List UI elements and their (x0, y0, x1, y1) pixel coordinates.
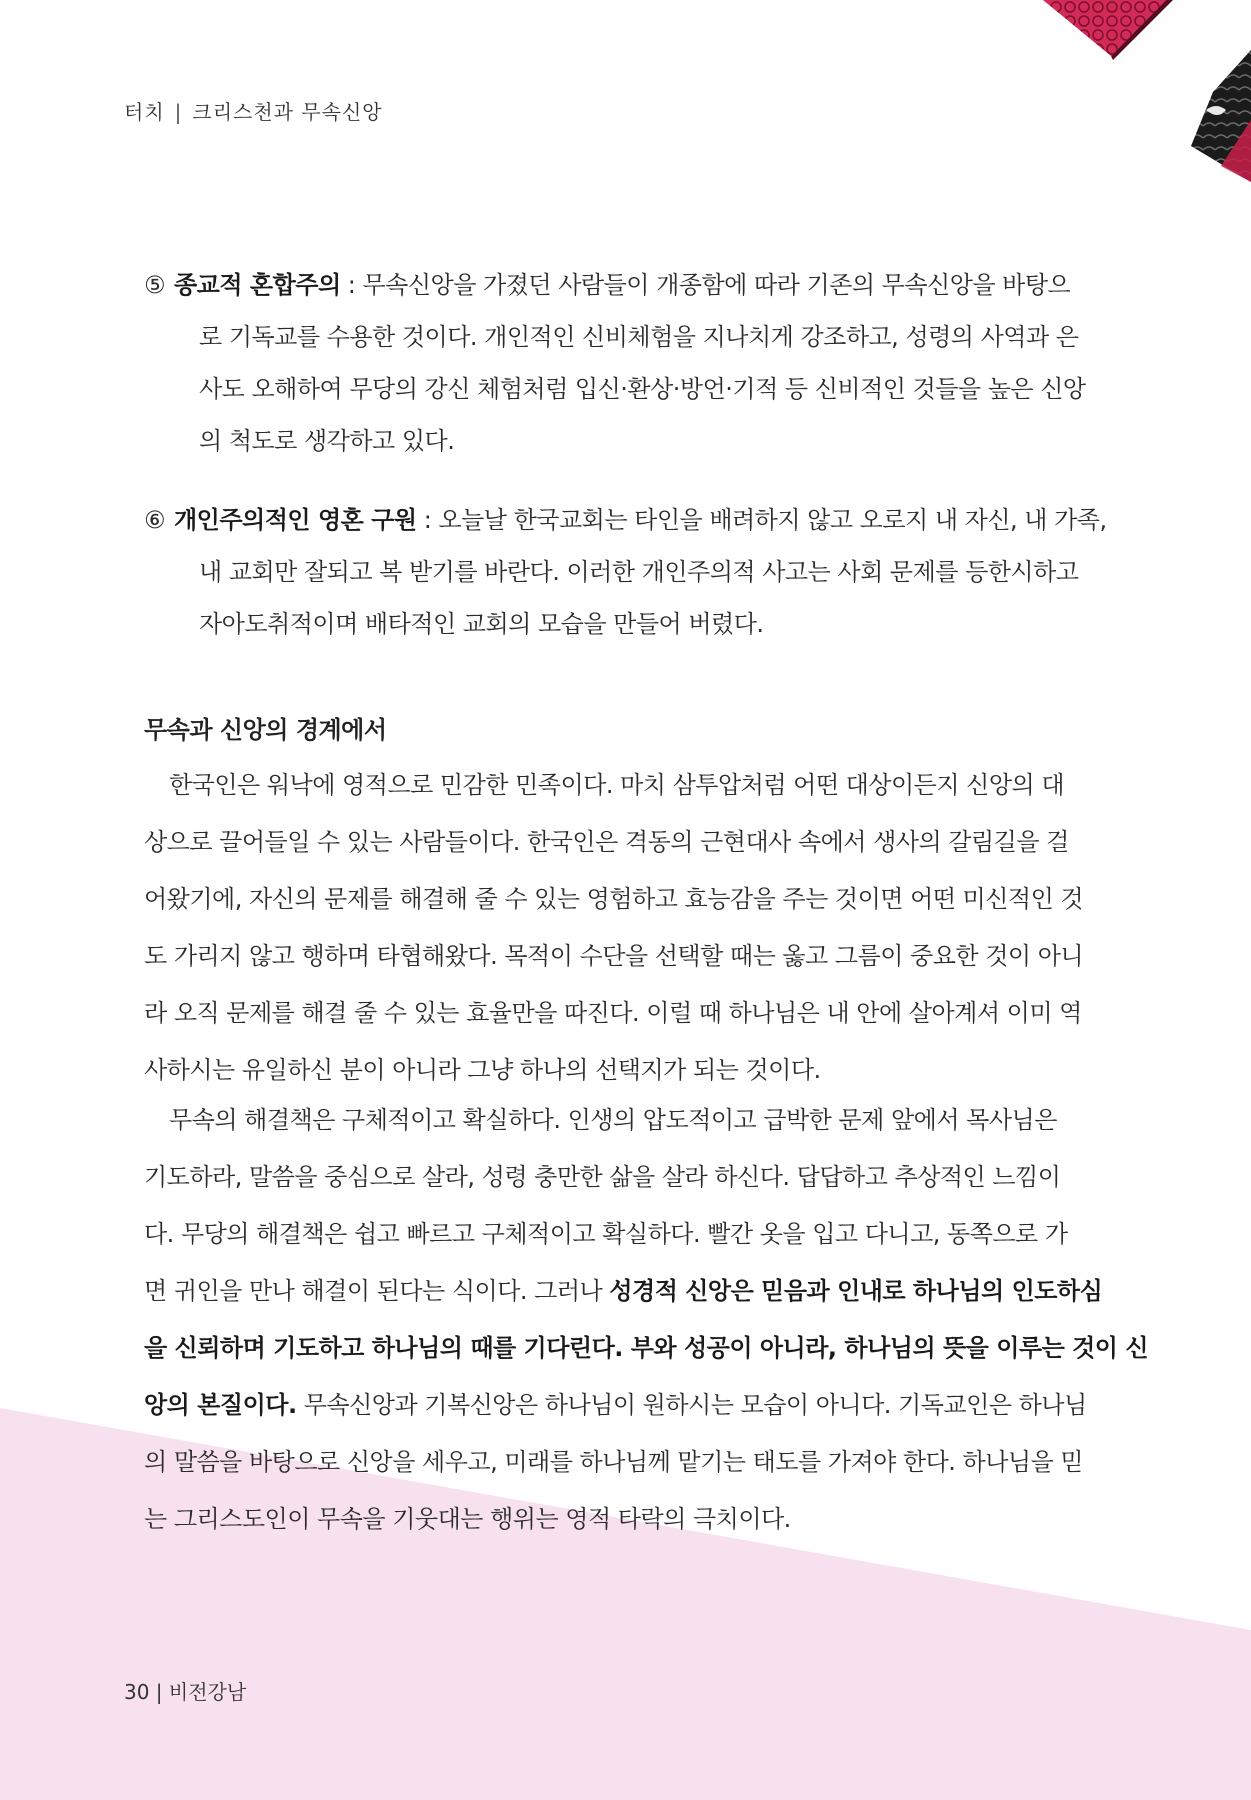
item-text: : 무속신앙을 가졌던 사람들이 개종함에 따라 기존의 무속신앙을 바탕으 (340, 271, 1071, 299)
paragraph-line: 라 오직 문제를 해결 줄 수 있는 효율만을 따진다. 이럴 때 하나님은 내 안에 살아계셔 이미 역 (144, 999, 1082, 1027)
item-line: 사도 오해하여 무당의 강신 체험처럼 입신·환상·방언·기적 등 신비적인 것들을 높은 신앙 (199, 375, 1086, 403)
item-text: : 오늘날 한국교회는 타인을 배려하지 않고 오로지 내 자신, 내 가족, (416, 506, 1107, 534)
item-number: ⑥ (144, 506, 166, 534)
paragraph-line: 도 가리지 않고 행하며 타협해왔다. 목적이 수단을 선택할 때는 옳고 그름이 중요한 것이 아니 (144, 942, 1084, 970)
running-header (124, 96, 383, 125)
folk-painting-decoration (951, 0, 1251, 220)
list-item-6 (144, 494, 1107, 650)
item-line: 로 기독교를 수용한 것이다. 개인적인 신비체험을 지나치게 강조하고, 성령의 사역과 은 (199, 323, 1079, 351)
item-number: ⑤ (144, 271, 166, 299)
paragraph-line: 무속의 해결책은 구체적이고 확실하다. 인생의 압도적이고 급박한 문제 앞에서 목사님은 (169, 1106, 1057, 1134)
item-line: 내 교회만 잘되고 복 받기를 바란다. 이러한 개인주의적 사고는 사회 문제를 등한시하고 (199, 558, 1079, 586)
page-number: 30 (124, 1680, 150, 1704)
paragraph-line: 상으로 끌어들일 수 있는 사람들이다. 한국인은 격동의 근현대사 속에서 생사의 갈림길을 걸 (144, 828, 1069, 856)
paragraph-line: 한국인은 워낙에 영적으로 민감한 민족이다. 마치 삼투압처럼 어떤 대상이든지 신앙의 대 (169, 771, 1065, 799)
paragraph-line: 사하시는 유일하신 분이 아니라 그냥 하나의 선택지가 되는 것이다. (144, 1056, 821, 1084)
paragraph-line (144, 1320, 1149, 1377)
paragraph-text: 무속신앙과 기복신앙은 하나님이 원하시는 모습이 아니다. 기독교인은 하나님 (296, 1391, 1087, 1419)
header-section: 터치 (124, 100, 165, 124)
emphasis-text: 성경적 신앙은 믿음과 인내로 하나님의 인도하심 (609, 1277, 1103, 1305)
paragraph-text: 면 귀인을 만나 해결이 된다는 식이다. 그러나 (144, 1277, 610, 1305)
list-item-5 (144, 259, 1101, 467)
footer-separator: | (149, 1680, 169, 1704)
paragraph-line: 는 그리스도인이 무속을 기웃대는 행위는 영적 타락의 극치이다. (144, 1505, 791, 1533)
paragraph-line (144, 1377, 1101, 1434)
magazine-name: 비전강남 (168, 1680, 247, 1704)
item-line: 자아도취적이며 배타적인 교회의 모습을 만들어 버렸다. (199, 610, 764, 638)
item-line: 의 척도로 생각하고 있다. (199, 427, 455, 455)
page-footer (124, 1676, 246, 1705)
item-term: 종교적 혼합주의 (174, 271, 341, 299)
emphasis-text: 앙의 본질이다. (144, 1391, 297, 1419)
paragraph-line: 다. 무당의 해결책은 쉽고 빠르고 구체적이고 확실하다. 빨간 옷을 입고 다니고, 동쪽으로 가 (144, 1220, 1068, 1248)
header-separator: | (174, 100, 183, 124)
paragraph-line: 어왔기에, 자신의 문제를 해결해 줄 수 있는 영험하고 효능감을 주는 것이면 어떤 미신적인 것 (144, 885, 1084, 913)
section-heading: 무속과 신앙의 경계에서 (144, 716, 387, 744)
paragraph-line: 기도하라, 말씀을 중심으로 살라, 성령 충만한 삶을 살라 하신다. 답답하고 추상적인 느낌이 (144, 1163, 1061, 1191)
paragraph-line (144, 1263, 1101, 1320)
item-term: 개인주의적인 영혼 구원 (174, 506, 417, 534)
emphasis-text: 을 신뢰하며 기도하고 하나님의 때를 기다린다. 부와 성공이 아니라, 하나님의 뜻을 이루는 것이 신 (144, 1334, 1149, 1362)
paragraph-2 (144, 1092, 1149, 1548)
paragraph-1 (144, 757, 1101, 1099)
paragraph-line: 의 말씀을 바탕으로 신앙을 세우고, 미래를 하나님께 맡기는 태도를 가져야 한다. 하나님을 믿 (144, 1448, 1084, 1476)
header-title: 크리스천과 무속신앙 (192, 100, 383, 124)
